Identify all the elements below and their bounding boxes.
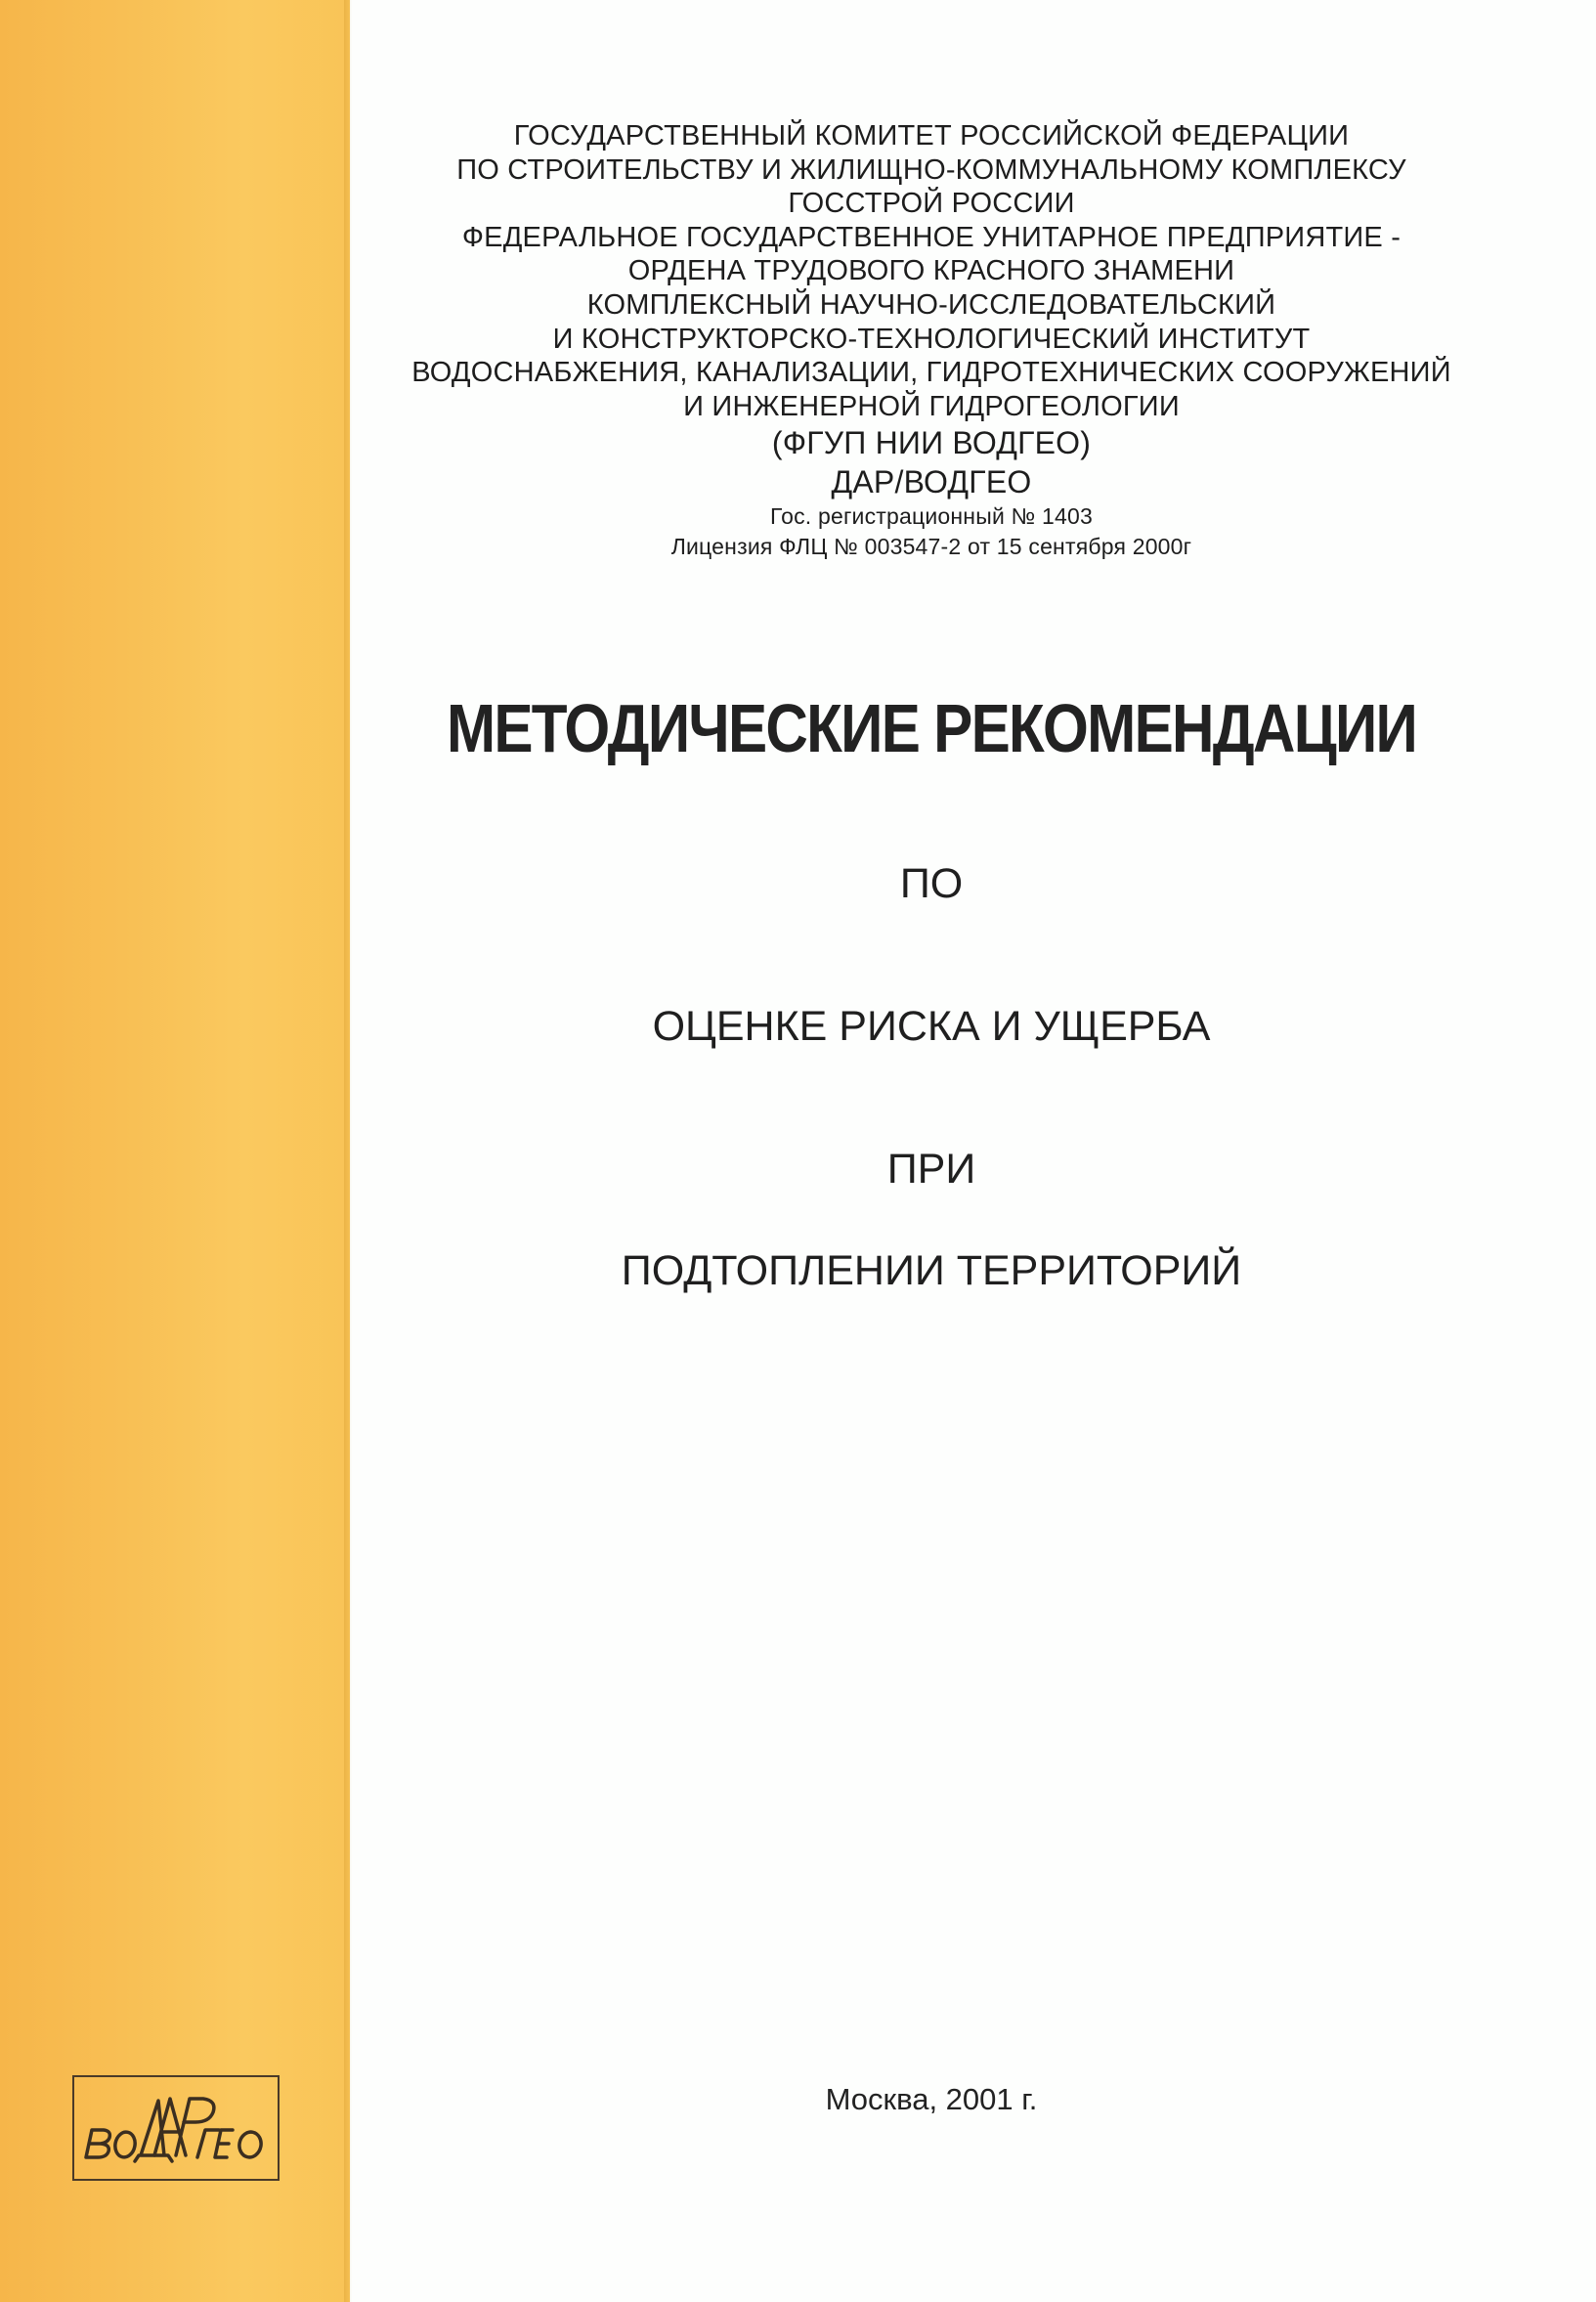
- header-line-6: КОМПЛЕКСНЫЙ НАУЧНО-ИССЛЕДОВАТЕЛЬСКИЙ: [586, 288, 1276, 321]
- header-line-9: И ИНЖЕНЕРНОЙ ГИДРОГЕОЛОГИИ: [683, 390, 1180, 422]
- header-line-7: И КОНСТРУКТОРСКО-ТЕХНОЛОГИЧЕСКИЙ ИНСТИТУТ: [552, 323, 1311, 355]
- registration-number: Гос. регистрационный № 1403: [769, 503, 1094, 530]
- subtitle-line-3: ПРИ: [886, 1146, 976, 1193]
- header-line-8: ВОДОСНАБЖЕНИЯ, КАНАЛИЗАЦИИ, ГИДРОТЕХНИЧЕСКИХ СООРУЖЕНИЙ: [411, 357, 1451, 389]
- subtitle-line-2: ОЦЕНКЕ РИСКА И УЩЕРБА: [652, 1003, 1211, 1050]
- subtitle-line-1: ПО: [899, 860, 964, 907]
- cover-content: [350, 0, 1596, 2302]
- header-line-4: ФЕДЕРАЛЬНОЕ ГОСУДАРСТВЕННОЕ УНИТАРНОЕ ПРЕДПРИЯТИЕ -: [461, 221, 1402, 253]
- publication-place-year: Москва, 2001 г.: [825, 2082, 1038, 2116]
- license-number: Лицензия ФЛЦ № 003547-2 от 15 сентября 2000г: [670, 534, 1192, 560]
- subtitle-line-4: ПОДТОПЛЕНИИ ТЕРРИТОРИЙ: [621, 1247, 1242, 1294]
- header-line-1: ГОСУДАРСТВЕННЫЙ КОМИТЕТ РОССИЙСКОЙ ФЕДЕРАЦИИ: [513, 120, 1350, 152]
- vodgeo-logo: [72, 2075, 280, 2181]
- header-line-2: ПО СТРОИТЕЛЬСТВУ И ЖИЛИЩНО-КОММУНАЛЬНОМУ КОМПЛЕКСУ: [456, 153, 1406, 186]
- institution-header: [350, 119, 1513, 562]
- institute-abbreviation: (ФГУП НИИ ВОДГЕО): [771, 425, 1092, 461]
- vodgeo-logo-mark: [74, 2077, 278, 2179]
- publisher-abbreviation: ДАР/ВОДГЕО: [831, 464, 1032, 500]
- document-title: МЕТОДИЧЕСКИЕ РЕКОМЕНДАЦИИ: [446, 690, 1417, 766]
- header-line-5: ОРДЕНА ТРУДОВОГО КРАСНОГО ЗНАМЕНИ: [627, 255, 1235, 287]
- header-line-3: ГОССТРОЙ РОССИИ: [788, 188, 1075, 220]
- cover-spine-band: [0, 0, 350, 2302]
